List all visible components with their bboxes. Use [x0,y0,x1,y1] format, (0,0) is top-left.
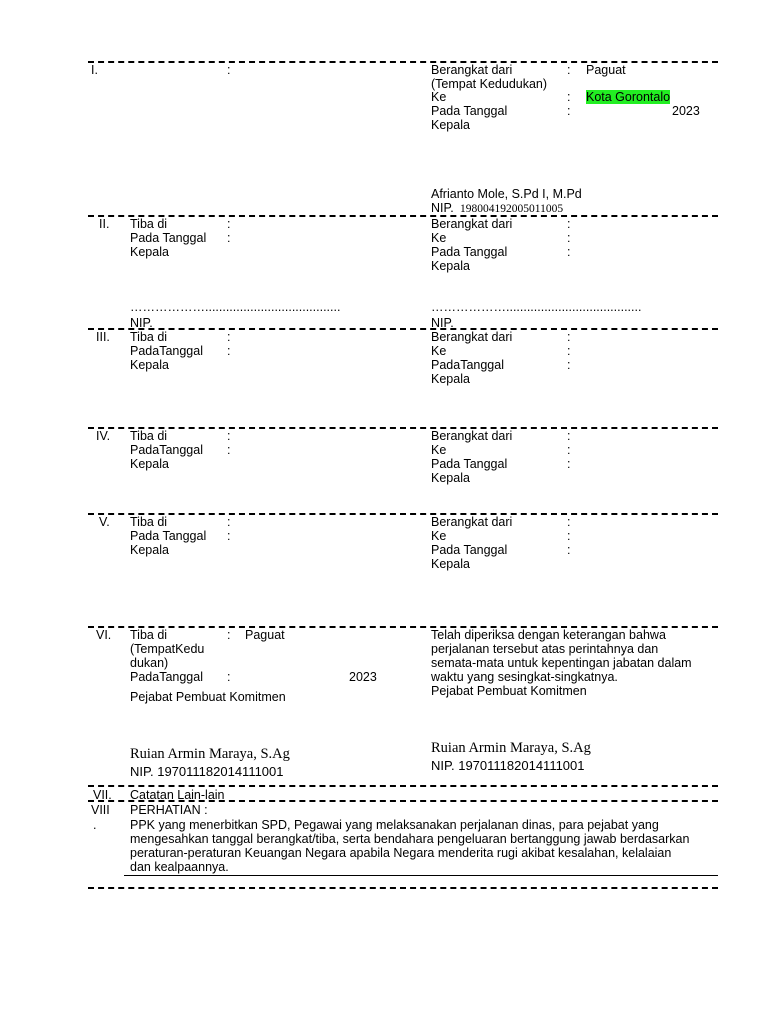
perhatian-body [130,818,710,874]
perhatian-line: dan kealpaannya. [130,860,229,874]
pada-tanggal-colon: : [227,344,231,358]
section-5-number: V. [99,515,110,529]
pada-tanggal-colon: : [227,231,231,245]
berangkat-dari-label: Berangkat dari [431,515,513,529]
ke-label: Ke [431,344,447,358]
official-name-left: Ruian Armin Maraya, S.Ag [130,746,290,762]
perhatian-line: peraturan-peraturan Keuangan Negara apabila Negara menderita rugi akibat kesalahan, kelalaian [130,846,672,860]
pada-tanggal-colon: : [227,529,231,543]
separator-bottom [88,887,718,889]
section-3-number: III. [96,330,110,344]
ke-label: Ke [431,231,447,245]
pada-tanggal-colon: : [567,457,571,471]
pada-tanggal-label: PadaTanggal [130,443,203,457]
ke-colon: : [567,443,571,457]
kepala-label: Kepala [130,457,169,471]
signature-dots-right: ………………....................................... [431,300,642,314]
pada-tanggal-label: Pada Tanggal [431,543,508,557]
signer-name: Afrianto Mole, S.Pd I, M.Pd [431,187,582,201]
ke-colon: : [567,231,571,245]
official-nip-right: NIP. 197011182014111001 [431,758,585,773]
ke-colon: : [567,344,571,358]
ke-colon: : [567,90,571,104]
pada-tanggal-label: Pada Tanggal [130,231,207,245]
signer-nip-number: 198004192005011005 [460,203,564,215]
pada-tanggal-label: Pada Tanggal [431,104,508,118]
pada-tanggal-label: PadaTanggal [130,670,203,684]
separator-s5 [88,513,718,515]
tiba-di-label: Tiba di [130,628,168,642]
pada-tanggal-label: Pada Tanggal [431,245,508,259]
kepala-label: Kepala [130,358,169,372]
separator-s3 [88,328,718,330]
perhatian-underline [124,875,718,876]
berangkat-dari-label: Berangkat dari [431,63,513,77]
berangkat-dari-label: Berangkat dari [431,429,513,443]
perhatian-line: PPK yang menerbitkan SPD, Pegawai yang melaksanakan perjalanan dinas, para pejabat yang [130,818,659,832]
ke-colon: : [567,529,571,543]
nip-right: NIP. [431,316,454,330]
separator-s2 [88,215,718,217]
pada-tanggal-label: PadaTanggal [130,344,203,358]
pada-tanggal-year: 2023 [349,670,377,684]
perhatian-line: mengesahkan tanggal berangkat/tiba, serta bendahara pengeluaran bertanggung jawab berdasarkan [130,832,690,846]
ke-label: Ke [431,529,447,543]
separator-s7 [88,785,718,787]
verification-line: semata-mata untuk kepentingan jabatan dalam [431,656,692,670]
berangkat-dari-colon: : [567,217,571,231]
ke-value-highlighted: Kota Gorontalo [586,90,671,104]
verification-line: perjalanan tersebut atas perintahnya dan [431,642,659,656]
berangkat-dari-colon: : [567,515,571,529]
section-8-number-dot: . [93,818,97,832]
signature-dots-left: ………………....................................... [130,300,341,314]
kepala-label: Kepala [130,245,169,259]
pada-tanggal-colon: : [227,443,231,457]
pada-tanggal-label: Pada Tanggal [431,457,508,471]
tiba-di-colon: : [227,330,231,344]
official-nip-left: NIP. 197011182014111001 [130,764,284,779]
verification-line: Telah diperiksa dengan keterangan bahwa [431,628,666,642]
berangkat-dari-colon: : [567,330,571,344]
tiba-di-label: Tiba di [130,217,168,231]
pada-tanggal-colon: : [567,358,571,372]
pada-tanggal-label: Pada Tanggal [130,529,207,543]
pada-tanggal-colon: : [567,543,571,557]
section-2-number: II. [99,217,110,231]
tiba-di-label: Tiba di [130,330,168,344]
section-1-left-colon: : [227,63,231,77]
nip-left: NIP. [130,316,153,330]
berangkat-dari-label: Berangkat dari [431,330,513,344]
tiba-di-colon: : [227,628,231,642]
pejabat-pembuat-komitmen-right: Pejabat Pembuat Komitmen [431,684,587,698]
pada-tanggal-colon: : [227,670,231,684]
tiba-di-label: Tiba di [130,515,168,529]
section-6-number: VI. [96,628,112,642]
section-1-number: I. [91,63,98,77]
tiba-di-colon: : [227,217,231,231]
perhatian-title: PERHATIAN : [130,803,208,817]
section-4-number: IV. [96,429,111,443]
ke-label: Ke [431,443,447,457]
tempat-kedudukan-line-2: dukan) [130,656,169,670]
berangkat-dari-colon: : [567,63,571,77]
section-8-number: VIII [91,803,110,817]
ke-label: Ke [431,90,447,104]
section-7-number: VII. [93,788,112,802]
official-name-right: Ruian Armin Maraya, S.Ag [431,740,591,756]
berangkat-dari-colon: : [567,429,571,443]
pejabat-pembuat-komitmen-left: Pejabat Pembuat Komitmen [130,690,286,704]
verification-line: waktu yang sesingkat-singkatnya. [431,670,618,684]
verification-statement [431,628,710,684]
kepala-label: Kepala [431,372,470,386]
kepala-label: Kepala [431,259,470,273]
berangkat-dari-value: Paguat [586,63,626,77]
separator-s4 [88,427,718,429]
kepala-label: Kepala [431,471,470,485]
tempat-kedudukan-label: (Tempat Kedudukan) [431,77,548,91]
tiba-di-label: Tiba di [130,429,168,443]
kepala-label: Kepala [431,557,470,571]
pada-tanggal-label: PadaTanggal [431,358,504,372]
signer-nip-label: NIP. [431,201,454,215]
kepala-label: Kepala [431,118,470,132]
catatan-lain-lain-label: Catatan Lain-lain [130,788,225,802]
berangkat-dari-label: Berangkat dari [431,217,513,231]
tiba-di-colon: : [227,429,231,443]
pada-tanggal-year: 2023 [672,104,700,118]
pada-tanggal-colon: : [567,104,571,118]
tiba-di-value: Paguat [245,628,285,642]
pada-tanggal-colon: : [567,245,571,259]
tiba-di-colon: : [227,515,231,529]
tempat-kedudukan-line-1: (TempatKedu [130,642,205,656]
kepala-label: Kepala [130,543,169,557]
